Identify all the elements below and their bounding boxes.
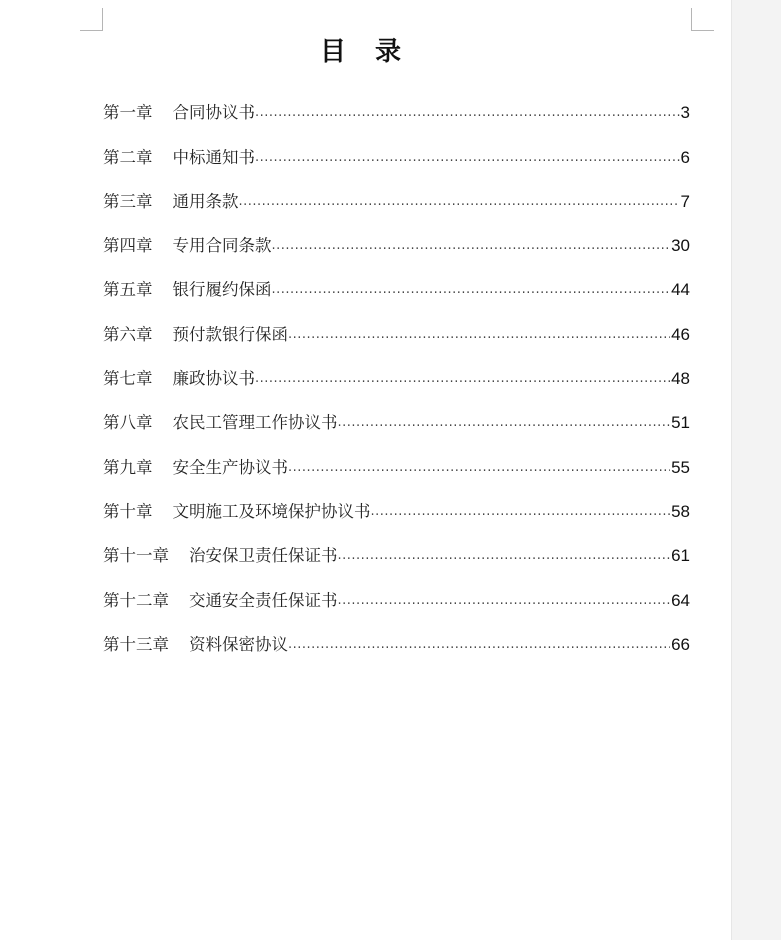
toc-page-number: 55 [671, 457, 690, 477]
toc-page-number: 64 [671, 590, 690, 610]
toc-chapter-title: 农民工管理工作协议书 [172, 413, 338, 433]
toc-chapter-number: 第三章 [103, 191, 153, 211]
toc-entry[interactable] [103, 261, 690, 305]
toc-chapter-title: 廉政协议书 [172, 369, 255, 389]
toc-entry[interactable] [103, 438, 690, 482]
toc-dot-leader [255, 371, 670, 386]
toc-dot-leader [338, 415, 671, 430]
toc-chapter-title: 中标通知书 [172, 147, 255, 167]
toc-dot-leader [288, 327, 670, 342]
toc-chapter-number: 第十三章 [103, 634, 169, 654]
toc-dot-leader [272, 282, 671, 297]
toc-entry[interactable] [103, 84, 690, 128]
toc-page-number: 6 [680, 147, 690, 167]
toc-chapter-title: 文明施工及环境保护协议书 [172, 501, 371, 521]
workspace-gutter [731, 0, 781, 940]
toc-page-number: 51 [671, 413, 690, 433]
toc-entry[interactable] [103, 350, 690, 394]
toc-chapter-number: 第七章 [103, 369, 153, 389]
toc-chapter-number: 第二章 [103, 147, 153, 167]
toc-entry[interactable] [103, 305, 690, 349]
toc-dot-leader [338, 548, 671, 563]
toc-entry[interactable] [103, 483, 690, 527]
toc-chapter-title: 资料保密协议 [189, 634, 288, 654]
toc-page-number: 44 [671, 280, 690, 300]
toc-chapter-title: 预付款银行保函 [172, 324, 288, 344]
crop-mark-top-right [691, 8, 714, 31]
toc-entry[interactable] [103, 173, 690, 217]
toc-chapter-title: 专用合同条款 [172, 236, 272, 256]
toc-dot-leader [338, 593, 671, 608]
toc-dot-leader [255, 150, 680, 165]
toc-chapter-title: 银行履约保函 [172, 280, 272, 300]
toc-chapter-number: 第五章 [103, 280, 153, 300]
toc-chapter-number: 第六章 [103, 324, 153, 344]
toc-chapter-title: 通用条款 [172, 191, 239, 211]
toc-chapter-number: 第九章 [103, 457, 153, 477]
toc-chapter-number: 第一章 [103, 103, 153, 123]
toc-page-number: 61 [671, 546, 690, 566]
toc-chapter-number: 第十章 [103, 501, 153, 521]
toc-entry[interactable] [103, 527, 690, 571]
toc-entry[interactable] [103, 616, 690, 660]
toc-page-number: 3 [680, 103, 690, 123]
toc-chapter-number: 第四章 [103, 236, 153, 256]
toc-chapter-title: 安全生产协议书 [172, 457, 288, 477]
toc-dot-leader [288, 460, 670, 475]
toc-chapter-title: 交通安全责任保证书 [189, 590, 338, 610]
toc-dot-leader [371, 504, 671, 519]
toc-chapter-number: 第十一章 [103, 546, 169, 566]
toc-dot-leader [272, 238, 671, 253]
toc-page-number: 66 [671, 634, 690, 654]
toc-page-number: 58 [671, 501, 690, 521]
toc-page-number: 48 [671, 369, 690, 389]
toc-page-number: 7 [680, 191, 690, 211]
toc-dot-leader [255, 105, 680, 120]
toc-chapter-title: 治安保卫责任保证书 [189, 546, 338, 566]
toc-entry[interactable] [103, 128, 690, 172]
toc-dot-leader [239, 194, 680, 209]
table-of-contents [103, 84, 690, 660]
toc-page-number: 46 [671, 324, 690, 344]
toc-entry[interactable] [103, 394, 690, 438]
toc-chapter-number: 第八章 [103, 413, 153, 433]
toc-chapter-title: 合同协议书 [172, 103, 255, 123]
toc-entry[interactable] [103, 217, 690, 261]
toc-page-number: 30 [671, 236, 690, 256]
crop-mark-top-left [80, 8, 103, 31]
toc-heading: 目 录 [319, 37, 412, 67]
toc-chapter-number: 第十二章 [103, 590, 169, 610]
toc-dot-leader [288, 637, 670, 652]
toc-entry[interactable] [103, 571, 690, 615]
